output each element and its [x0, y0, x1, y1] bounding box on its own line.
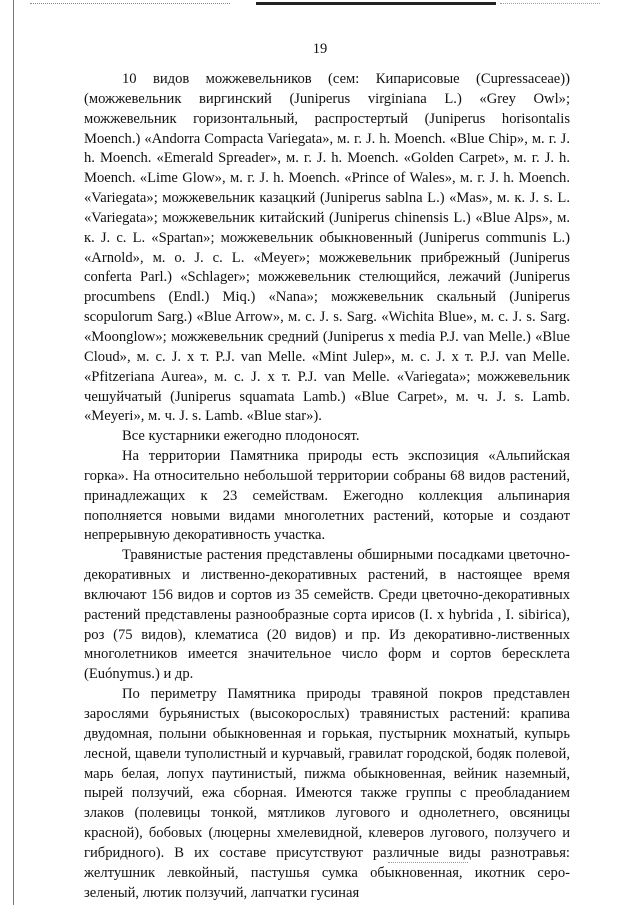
scan-artifact-top-right — [500, 3, 600, 6]
scan-artifact-bottom — [388, 862, 468, 863]
scan-artifact-top-left — [30, 3, 230, 6]
paragraph-perimeter-vegetation: По периметру Памятника природы травяной покров представлен зарослями бурьянистых (высокорослых) травянистых растений: крапива двудомная, полыни обыкновенная и горькая, пустырник мохнатый, купырь лесной, щавели туполистный и курчавый, гравилат городской, бодяк полевой, марь белая, лопух паутинистый, пижма обыкновенная, вейник наземный, пырей ползучий, ежа сборная. Имеются также группы с преобладанием злаков (полевицы тонкой, мятликов лугового и однолетнего, овсяницы красной), бобовых (люцерны хмелевидной, клеверов лугового, ползучего и гибридного). В их составе присутствуют различные виды разнотравья: желтушник левкойный, пастушья сумка обыкновенная, икотник серо-зеленый, лютик ползучий, лапчатки гусиная — [84, 686, 570, 901]
page-number: 19 — [312, 41, 328, 57]
scan-artifact-left-edge — [13, 0, 14, 905]
paragraph-herbaceous-plants: Травянистые растения представлены обширными посадками цветочно-декоративных и лиственно-декоративных растений, в настоящее время включают 156 видов и сортов из 35 семейств. Среди цветочно-декоративных растений представлены разнообразные сорта ирисов (I. x hybrida , I. sibirica), роз (75 видов), клематиса (20 видов) и пр. Из декоративно-лиственных многолетников имеется значительное число форм и сортов бересклета (Euónymus.) и др. — [84, 547, 570, 683]
paragraph-juniper-list: 10 видов можжевельников (сем: Кипарисовые (Cupressaceae)) (можжевельник виргинский (Juniperus virginiana L.) «Grey Owl»; можжевельник горизонтальный, распростертый (Juniperus horisontalis Moench.) «Andorra Compacta Variegata», м. г. J. h. Moench. «Blue Chip», м. г. J. h. Moench. «Emerald Spreader», м. г. J. h. Moench. «Golden Carpet», м. г. J. h. Moench. «Lime Glow», м. г. J. h. Moench. «Prince of Wales», м. г. J. h. Moench. «Variegata»; можжевельник казацкий (Juniperus sablna L.) «Mas», м. к. J. s. L. «Variegata»; можжевельник китайский (Juniperus chinensis L.) «Blue Alps», м. к. J. c. L. «Spartan»; можжевельник обыкновенный (Juniperus communis L.) «Arnold», м. о. J. c. L. «Meyer»; можжевельник прибрежный (Juniperus conferta Parl.) «Schlager»; можжевельник стелющийся, лежачий (Juniperus procumbens (Endl.) Miq.) «Nana»; можжевельник скальный (Juniperus scopulorum Sarg.) «Blue Arrow», м. с. J. s. Sarg. «Wichita Blue», м. с. J. s. Sarg. «Moonglow»; можжевельник средний (Juniperus x media P.J. van Melle.) «Blue Cloud», м. с. J. x т. P.J. van Melle. «Mint Julep», м. с. J. x т. P.J. van Melle. «Pfitzeriana Aurea», м. с. J. x т. P.J. van Melle. «Variegata»; можжевельник чешуйчатый (Juniperus squamata Lamb.) «Blue Carpet», м. ч. J. s. Lamb. «Meyeri», м. ч. J. s. Lamb. «Blue star»). — [84, 71, 570, 425]
scan-artifact-top-bar — [256, 2, 496, 5]
body-text — [84, 70, 570, 903]
paragraph-alpine-hill: На территории Памятника природы есть экспозиция «Альпийская горка». На относительно небольшой территории собраны 68 видов растений, принадлежащих к 23 семействам. Ежегодно коллекция альпинария пополняется новыми видами многолетних растений, которые и создают непрерывную декоративность участка. — [84, 448, 570, 544]
paragraph-shrubs-fruiting: Все кустарники ежегодно плодоносят. — [122, 428, 360, 445]
